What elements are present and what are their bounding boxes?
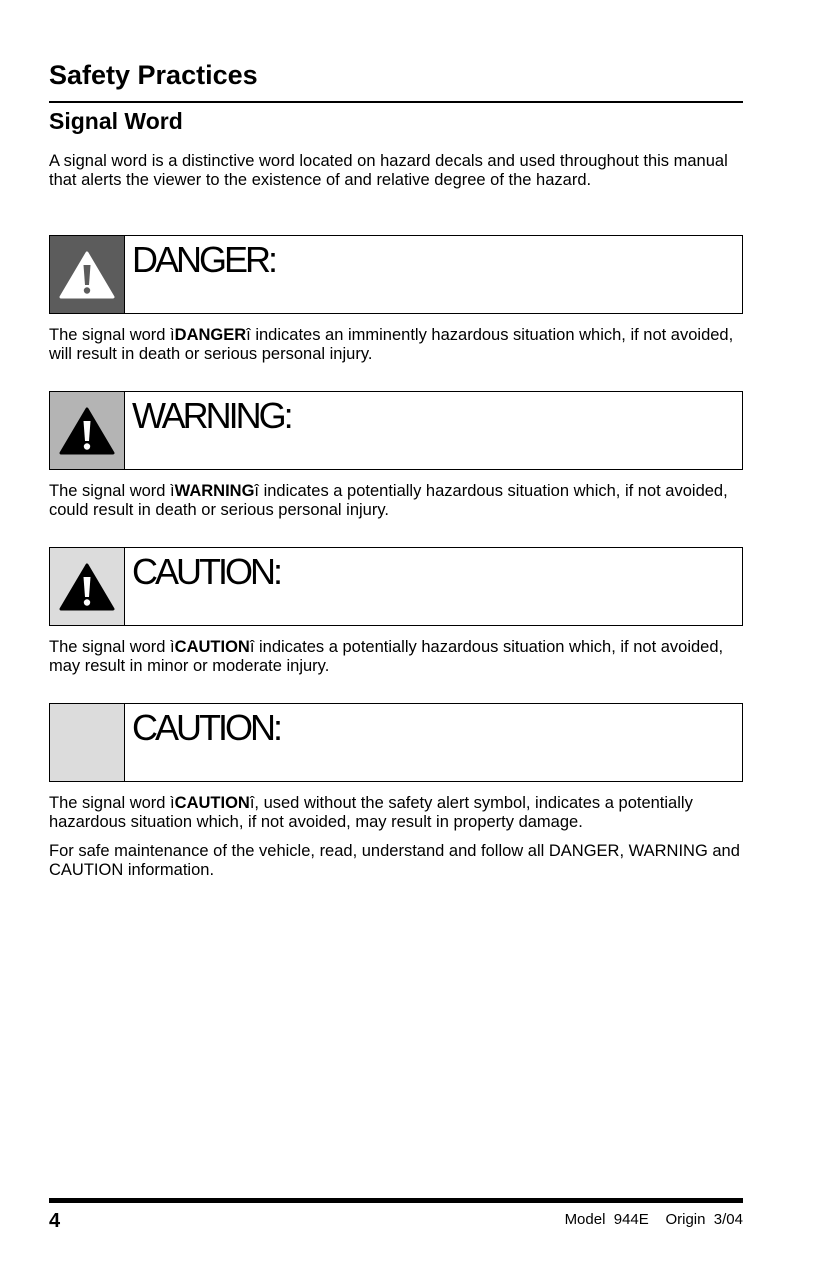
caution-keyword: CAUTION [174,638,250,656]
danger-keyword: DANGER [174,326,247,344]
warning-triangle-icon [59,562,115,612]
caution-no-symbol-cell [50,704,125,781]
warning-signal-word: WARNING: [132,395,291,436]
intro-paragraph: A signal word is a distinctive word located on hazard decals and used throughout this manual that alerts the viewer to the existence of and relative degree of the hazard. [49,152,728,189]
danger-icon-cell [50,236,125,313]
warning-triangle-icon [59,406,115,456]
warning-keyword: WARNING [174,482,255,500]
footer-divider [49,1198,743,1203]
title-divider [49,101,743,103]
warning-triangle-icon [59,250,115,300]
danger-description: The signal word ìDANGERî indicates an imminently hazardous situation which, if not avoided, will result in death or serious personal injury. [49,326,734,363]
danger-signal-word: DANGER: [132,239,276,280]
caution-description: The signal word ìCAUTIONî indicates a potentially hazardous situation which, if not avoided, may result in minor or moderate injury. [49,638,724,675]
warning-icon-cell [50,392,125,469]
caution-no-symbol-sign [49,703,743,782]
footer-model-info: Model 944E Origin 3/04 [564,1211,743,1228]
caution-no-symbol-signal-word: CAUTION: [132,707,281,748]
warning-description: The signal word ìWARNINGî indicates a potentially hazardous situation which, if not avoided, could result in death or serious personal injury. [49,482,728,519]
page-title: Safety Practices [49,60,258,90]
closing-paragraph: For safe maintenance of the vehicle, read, understand and follow all DANGER, WARNING and CAUTION information. [49,842,740,879]
caution-no-symbol-description: The signal word ìCAUTIONî, used without the safety alert symbol, indicates a potentially hazardous situation which, if not avoided, may result in property damage. [49,794,693,831]
caution-icon-cell [50,548,125,625]
caution-no-symbol-keyword: CAUTION [174,794,250,812]
page-number: 4 [49,1210,61,1232]
danger-sign [49,235,743,314]
warning-sign [49,391,743,470]
caution-signal-word: CAUTION: [132,551,281,592]
section-title: Signal Word [49,108,183,134]
caution-sign [49,547,743,626]
